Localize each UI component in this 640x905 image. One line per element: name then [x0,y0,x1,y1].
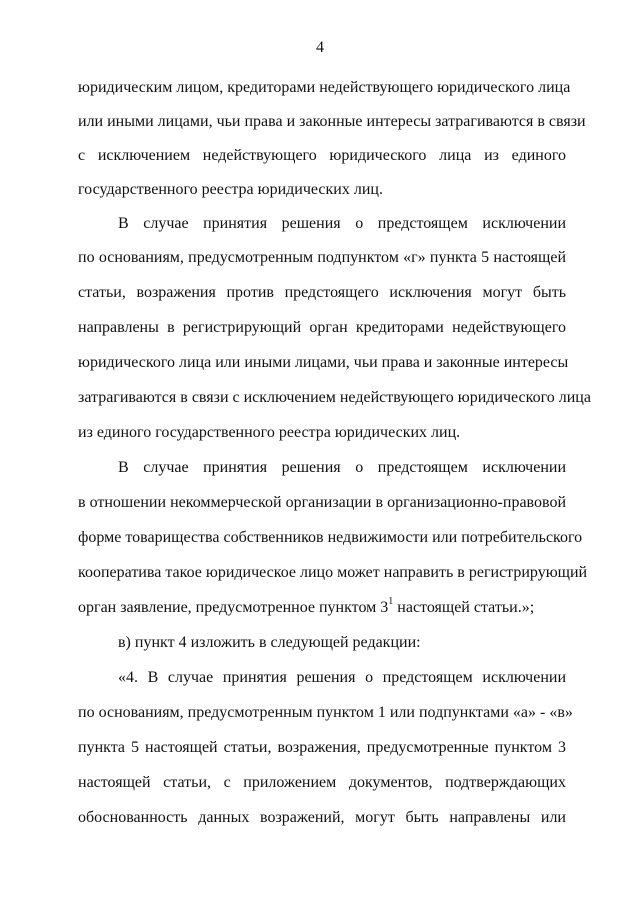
text-line: В случае принятия решения о предстоящем исключении [118,215,566,232]
text-line: затрагиваются в связи с исключением недействующего юридического лица [78,389,591,406]
text-line: юридическим лицом, кредиторами недействующего юридического лица [78,79,571,96]
text-line: В случае принятия решения о предстоящем исключении [118,459,566,476]
text-line: в отношении некоммерческой организации в организационно-правовой [78,494,566,511]
text-line: пункта 5 настоящей статьи, возражения, предусмотренные пунктом 3 [78,739,566,756]
text-segment: орган заявление, предусмотренное пунктом 3 [78,599,389,616]
text-line: обоснованность данных возражений, могут быть направлены или [78,809,566,826]
text-line: государственного реестра юридических лиц. [78,181,383,198]
text-segment: настоящей статьи.»; [393,599,535,616]
text-line: кооператива такое юридическое лицо может направить в регистрирующий [78,564,588,581]
text-line: настоящей статьи, с приложением документов, подтверждающих [78,774,566,791]
text-line: по основаниям, предусмотренным пунктом 1 или подпунктами «а» - «в» [78,704,573,721]
text-line: «4. В случае принятия решения о предстоящем исключении [118,669,566,686]
superscript: 1 [388,595,394,607]
text-line: юридического лица или иными лицами, чьи права и законные интересы [78,354,569,371]
text-line: в) пункт 4 изложить в следующей редакции: [118,634,421,651]
text-line-with-superscript [78,595,566,618]
text-line: или иными лицами, чьи права и законные интересы затрагиваются в связи [78,113,586,130]
text-line: с исключением недействующего юридического лица из единого [78,147,566,164]
text-line: по основаниям, предусмотренным подпунктом «г» пункта 5 настоящей [78,249,566,266]
text-line: из единого государственного реестра юридических лиц. [78,424,461,441]
text-line: статьи, возражения против предстоящего исключения могут быть [78,284,566,301]
page-number: 4 [316,39,324,56]
text-line: направлены в регистрирующий орган кредиторами недействующего [78,319,566,336]
text-line: форме товарищества собственников недвижимости или потребительского [78,529,583,546]
